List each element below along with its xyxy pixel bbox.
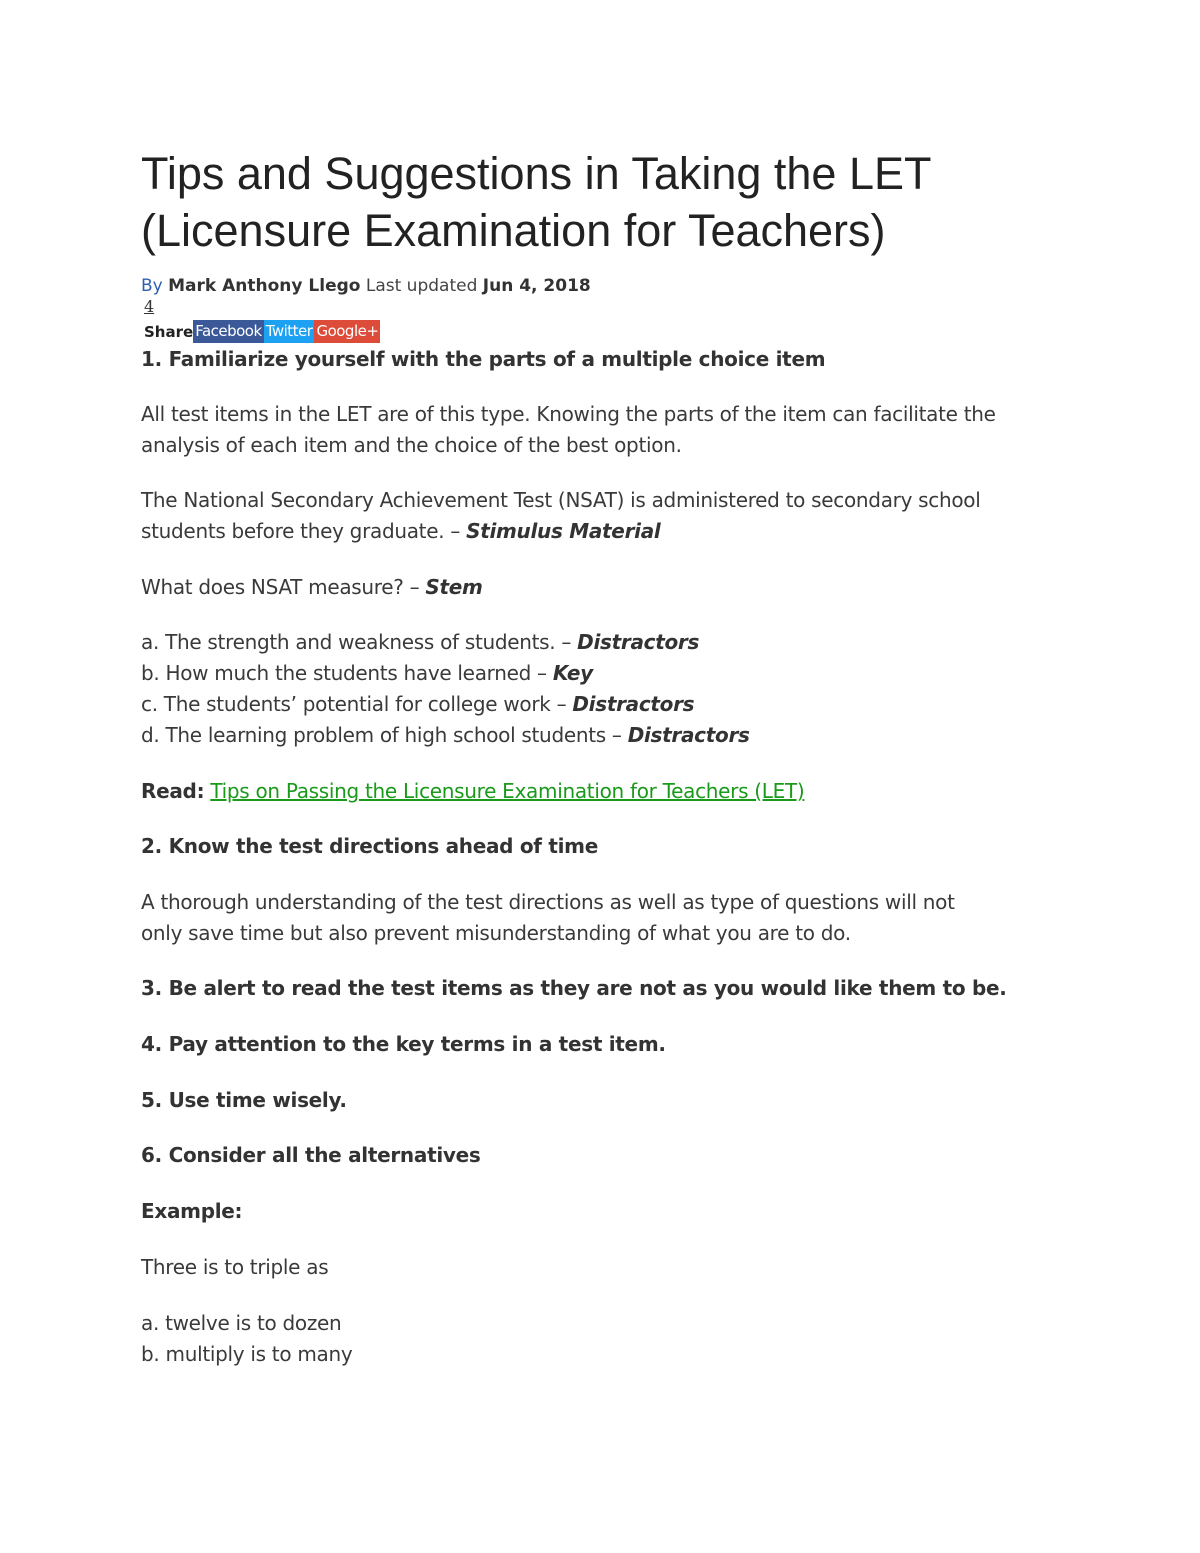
option-b-tag: Key: [552, 661, 593, 685]
section-heading-3: 3. Be alert to read the test items as they are not as you would like them to be.: [141, 976, 1007, 1000]
option-d-text: d. The learning problem of high school students –: [141, 723, 628, 747]
share-count[interactable]: 4: [144, 297, 155, 316]
example-label: Example:: [141, 1199, 243, 1223]
option-d-tag: Distractors: [627, 723, 750, 747]
section-heading-4: 4. Pay attention to the key terms in a test item.: [141, 1032, 666, 1056]
article-title: [141, 145, 1101, 259]
paragraph-3-line-1: A thorough understanding of the test directions as well as type of questions will not: [141, 890, 955, 914]
share-bar: [144, 320, 380, 343]
option-c-tag: Distractors: [572, 692, 695, 716]
twitter-share-button[interactable]: Twitter: [264, 320, 315, 343]
google-plus-share-button[interactable]: Google+: [314, 320, 380, 343]
section-heading-1: 1. Familiarize yourself with the parts of a multiple choice item: [141, 347, 826, 371]
paragraph-1-line-1: All test items in the LET are of this type. Knowing the parts of the item can facilitate the: [141, 402, 996, 426]
paragraph-2-line-2: students before they graduate. –: [141, 519, 467, 543]
paragraph-1: [141, 399, 1071, 461]
section-heading-6: 6. Consider all the alternatives: [141, 1143, 481, 1167]
author-name[interactable]: Mark Anthony Llego: [168, 276, 361, 296]
section-heading-5: 5. Use time wisely.: [141, 1088, 347, 1112]
read-more-link[interactable]: Tips on Passing the Licensure Examination for Teachers (LET): [210, 779, 805, 803]
option-b-text: b. How much the students have learned –: [141, 661, 553, 685]
example-stem: Three is to triple as: [141, 1255, 329, 1279]
stimulus-tag: Stimulus Material: [466, 519, 661, 543]
share-label: Share: [144, 322, 194, 341]
example-option-b: b. multiply is to many: [141, 1342, 353, 1366]
byline: [141, 273, 591, 299]
option-a-text: a. The strength and weakness of students. –: [141, 630, 578, 654]
read-more: [141, 776, 1071, 807]
paragraph-1-line-2: analysis of each item and the choice of the best option.: [141, 433, 682, 457]
paragraph-3-line-2: only save time but also prevent misunderstanding of what you are to do.: [141, 921, 851, 945]
title-line-2: (Licensure Examination for Teachers): [141, 205, 886, 256]
stem-tag: Stem: [425, 575, 483, 599]
facebook-share-button[interactable]: Facebook: [193, 320, 263, 343]
paragraph-3: [141, 887, 1071, 949]
options-list: [141, 627, 1071, 751]
updated-label: Last updated: [365, 276, 478, 296]
section-heading-2: 2. Know the test directions ahead of time: [141, 834, 598, 858]
stem-line: [141, 572, 1071, 603]
paragraph-2-line-1: The National Secondary Achievement Test (NSAT) is administered to secondary school: [141, 488, 981, 512]
paragraph-2: [141, 485, 1071, 547]
stem-text: What does NSAT measure? –: [141, 575, 426, 599]
example-options: [141, 1308, 1071, 1370]
option-c-text: c. The students’ potential for college work –: [141, 692, 573, 716]
read-label: Read:: [141, 779, 205, 803]
updated-date: Jun 4, 2018: [482, 276, 591, 296]
example-option-a: a. twelve is to dozen: [141, 1311, 342, 1335]
byline-by: By: [141, 276, 163, 296]
title-line-1: Tips and Suggestions in Taking the LET: [141, 148, 932, 199]
option-a-tag: Distractors: [577, 630, 700, 654]
